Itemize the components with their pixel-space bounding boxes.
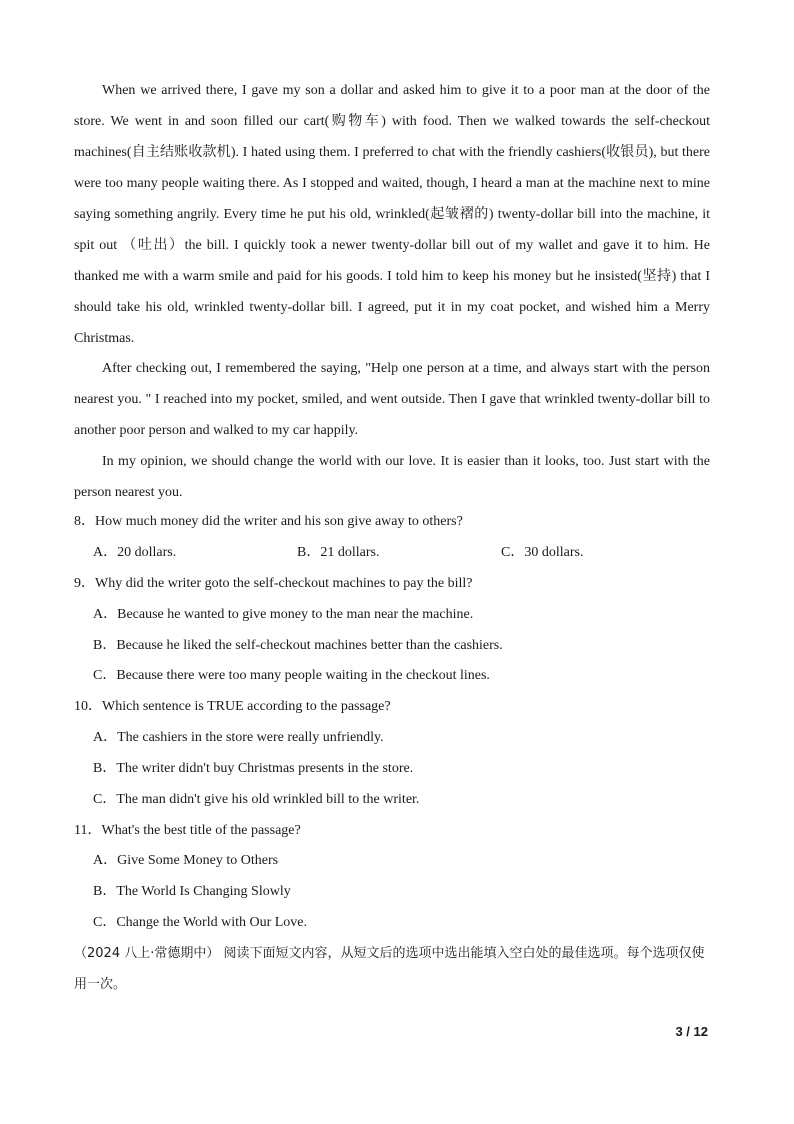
passage-paragraph-3: In my opinion, we should change the world with our love. It is easier than it looks, too. Just start with the person nearest you. — [74, 454, 710, 500]
question-10-option-a: A．The cashiers in the store were really unfriendly. — [93, 730, 384, 745]
question-8-option-b: B．21 dollars. — [297, 545, 380, 560]
question-10-option-c: C．The man didn't give his old wrinkled bill to the writer. — [93, 792, 420, 807]
question-10-stem: 10．Which sentence is TRUE according to the passage? — [74, 699, 391, 714]
question-9-option-b: B．Because he liked the self-checkout machines better than the cashiers. — [93, 638, 503, 653]
page-number: 3 / 12 — [675, 1024, 708, 1039]
question-11-stem: 11．What's the best title of the passage? — [74, 823, 301, 838]
question-9-stem: 9．Why did the writer goto the self-checkout machines to pay the bill? — [74, 576, 473, 591]
question-11-option-b: B．The World Is Changing Slowly — [93, 884, 291, 899]
question-10-option-b: B．The writer didn't buy Christmas presents in the store. — [93, 761, 414, 776]
passage-paragraph-2: After checking out, I remembered the saying, "Help one person at a time, and always start with the person nearest you. " I reached into my pocket, smiled, and went outside. Then I gave that wrinkled twenty-dollar bill to another poor person and walked to my car happily. — [74, 361, 710, 438]
question-8-stem: 8．How much money did the writer and his son give away to others? — [74, 514, 463, 529]
next-section-instructions: （2024 八上·常德期中） 阅读下面短文内容，从短文后的选项中选出能填入空白处的最佳选项。每个选项仅使用一次。 — [74, 946, 705, 992]
passage-paragraph-1: When we arrived there, I gave my son a dollar and asked him to give it to a poor man at the door of the store. We went in and soon filled our cart(购物车) with food. Then we walked towards the self-checkout machines(自主结账收款机). I hated using them. I preferred to chat with the friendly cashiers(收银员), but there were too many people waiting there. As I stopped and waited, though, I heard a man at the machine next to mine saying something angrily. Every time he put his old, wrinkled(起皱褶的) twenty-dollar bill into the machine, it spit out （吐出）the bill. I quickly took a newer twenty-dollar bill out of my wallet and gave it to him. He thanked me with a warm smile and paid for his goods. I told him to keep his money but he insisted(坚持) that I should take his old, wrinkled twenty-dollar bill. I agreed, put it in my coat pocket, and wished him a Merry Christmas. — [74, 83, 710, 346]
question-9-option-a: A．Because he wanted to give money to the man near the machine. — [93, 607, 474, 622]
question-9-option-c: C．Because there were too many people waiting in the checkout lines. — [93, 668, 490, 683]
question-11-option-c: C．Change the World with Our Love. — [93, 915, 308, 930]
question-8-option-a: A．20 dollars. — [93, 545, 177, 560]
question-8-option-c: C．30 dollars. — [501, 545, 584, 560]
question-11-option-a: A．Give Some Money to Others — [93, 853, 279, 868]
